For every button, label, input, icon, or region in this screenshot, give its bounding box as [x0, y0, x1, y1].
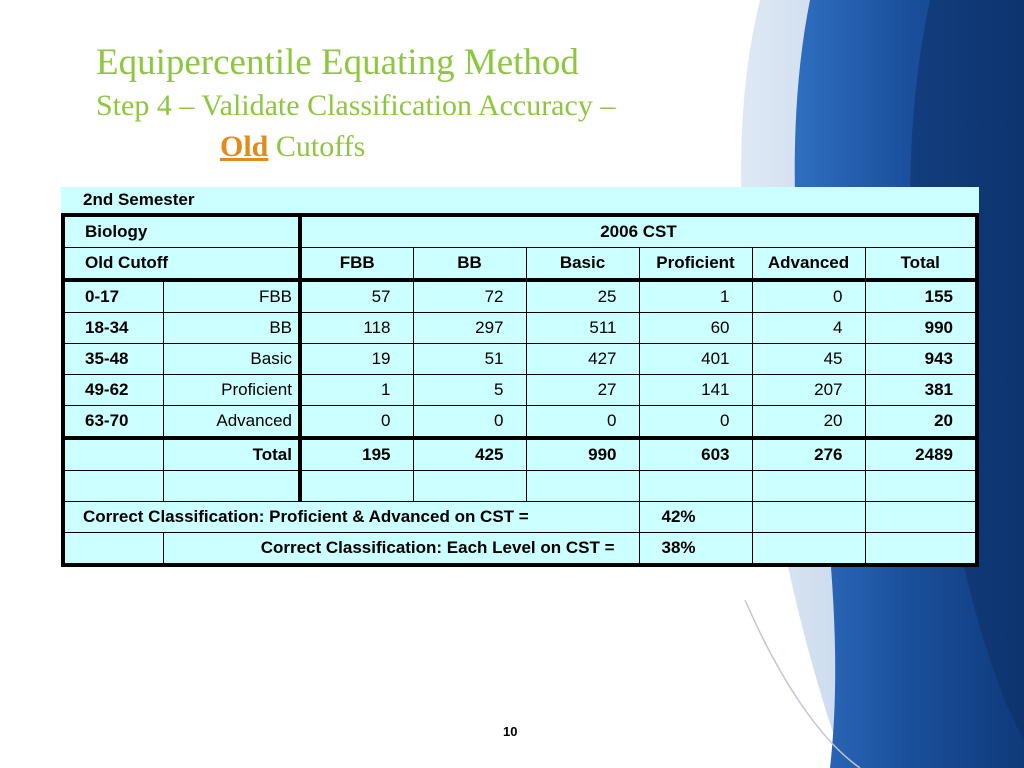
total-value: 603: [639, 438, 752, 471]
cell-value: 27: [526, 375, 639, 406]
col-header-fbb: FBB: [300, 248, 413, 281]
subject-row: [63, 215, 977, 248]
table-row: [63, 344, 977, 375]
cell-value: 72: [413, 280, 526, 313]
table-row: [63, 406, 977, 439]
row-range: 49-62: [63, 375, 163, 406]
table-row: [63, 375, 977, 406]
empty-cell: [865, 502, 977, 533]
column-header-row: [63, 248, 977, 281]
row-level: Proficient: [163, 375, 300, 406]
old-cutoff-label: Old Cutoff: [63, 248, 300, 281]
col-header-advanced: Advanced: [752, 248, 865, 281]
page-number: 10: [503, 724, 518, 739]
total-value: 195: [300, 438, 413, 471]
empty-cell: [163, 471, 300, 502]
empty-cell: [413, 471, 526, 502]
row-range: 18-34: [63, 313, 163, 344]
correct-prof-adv-label: Correct Classification: Proficient & Advanced on CST =: [63, 502, 639, 533]
row-range: 35-48: [63, 344, 163, 375]
row-level: Advanced: [163, 406, 300, 439]
cell-value: 0: [639, 406, 752, 439]
semester-row: [63, 187, 977, 215]
total-row: [63, 438, 977, 471]
empty-cell: [526, 471, 639, 502]
row-range: 0-17: [63, 280, 163, 313]
cell-value: 401: [639, 344, 752, 375]
empty-cell: [300, 471, 413, 502]
cell-value: 141: [639, 375, 752, 406]
title-cutoffs-word: Cutoffs: [268, 130, 366, 163]
cell-value: 427: [526, 344, 639, 375]
total-value: 990: [526, 438, 639, 471]
row-level: FBB: [163, 280, 300, 313]
empty-cell: [752, 502, 865, 533]
grand-total: 2489: [865, 438, 977, 471]
table-row: [63, 313, 977, 344]
cell-value: 60: [639, 313, 752, 344]
empty-cell: [639, 471, 752, 502]
empty-row: [63, 471, 977, 502]
cell-value: 4: [752, 313, 865, 344]
total-value: 425: [413, 438, 526, 471]
total-row-label: Total: [163, 438, 300, 471]
cell-value: 57: [300, 280, 413, 313]
cell-value: 51: [413, 344, 526, 375]
empty-cell: [63, 533, 163, 566]
cst-header: 2006 CST: [300, 215, 977, 248]
cell-value: 0: [300, 406, 413, 439]
cell-value: 511: [526, 313, 639, 344]
cell-value: 0: [752, 280, 865, 313]
empty-cell: [865, 533, 977, 566]
row-total: 155: [865, 280, 977, 313]
empty-cell: [865, 471, 977, 502]
correct-each-label: Correct Classification: Each Level on CST =: [163, 533, 639, 566]
cell-value: 1: [300, 375, 413, 406]
row-level: Basic: [163, 344, 300, 375]
table-row: [63, 280, 977, 313]
total-row-empty: [63, 438, 163, 471]
correct-each-value: 38%: [639, 533, 752, 566]
empty-cell: [752, 533, 865, 566]
title-step: Step 4 – Validate Classification Accuracy –: [96, 89, 616, 122]
empty-cell: [752, 471, 865, 502]
row-total: 381: [865, 375, 977, 406]
empty-cell: [63, 471, 163, 502]
cell-value: 118: [300, 313, 413, 344]
col-header-basic: Basic: [526, 248, 639, 281]
col-header-total: Total: [865, 248, 977, 281]
classification-table: [61, 187, 979, 567]
row-level: BB: [163, 313, 300, 344]
correct-prof-adv-value: 42%: [639, 502, 752, 533]
subject-label: Biology: [63, 215, 300, 248]
cell-value: 0: [413, 406, 526, 439]
cell-value: 25: [526, 280, 639, 313]
title-old-word: Old: [220, 130, 269, 163]
col-header-proficient: Proficient: [639, 248, 752, 281]
cell-value: 1: [639, 280, 752, 313]
cell-value: 297: [413, 313, 526, 344]
total-value: 276: [752, 438, 865, 471]
row-total: 990: [865, 313, 977, 344]
correct-each-row: [63, 533, 977, 566]
cell-value: 207: [752, 375, 865, 406]
cell-value: 0: [526, 406, 639, 439]
row-total: 943: [865, 344, 977, 375]
col-header-bb: BB: [413, 248, 526, 281]
title-cutoffs: [220, 126, 615, 168]
cell-value: 5: [413, 375, 526, 406]
cell-value: 20: [752, 406, 865, 439]
cell-value: 45: [752, 344, 865, 375]
semester-label: 2nd Semester: [83, 190, 195, 209]
slide-title: [96, 40, 615, 168]
correct-prof-adv-row: [63, 502, 977, 533]
row-total: 20: [865, 406, 977, 439]
row-range: 63-70: [63, 406, 163, 439]
title-main: Equipercentile Equating Method: [96, 42, 579, 83]
cell-value: 19: [300, 344, 413, 375]
